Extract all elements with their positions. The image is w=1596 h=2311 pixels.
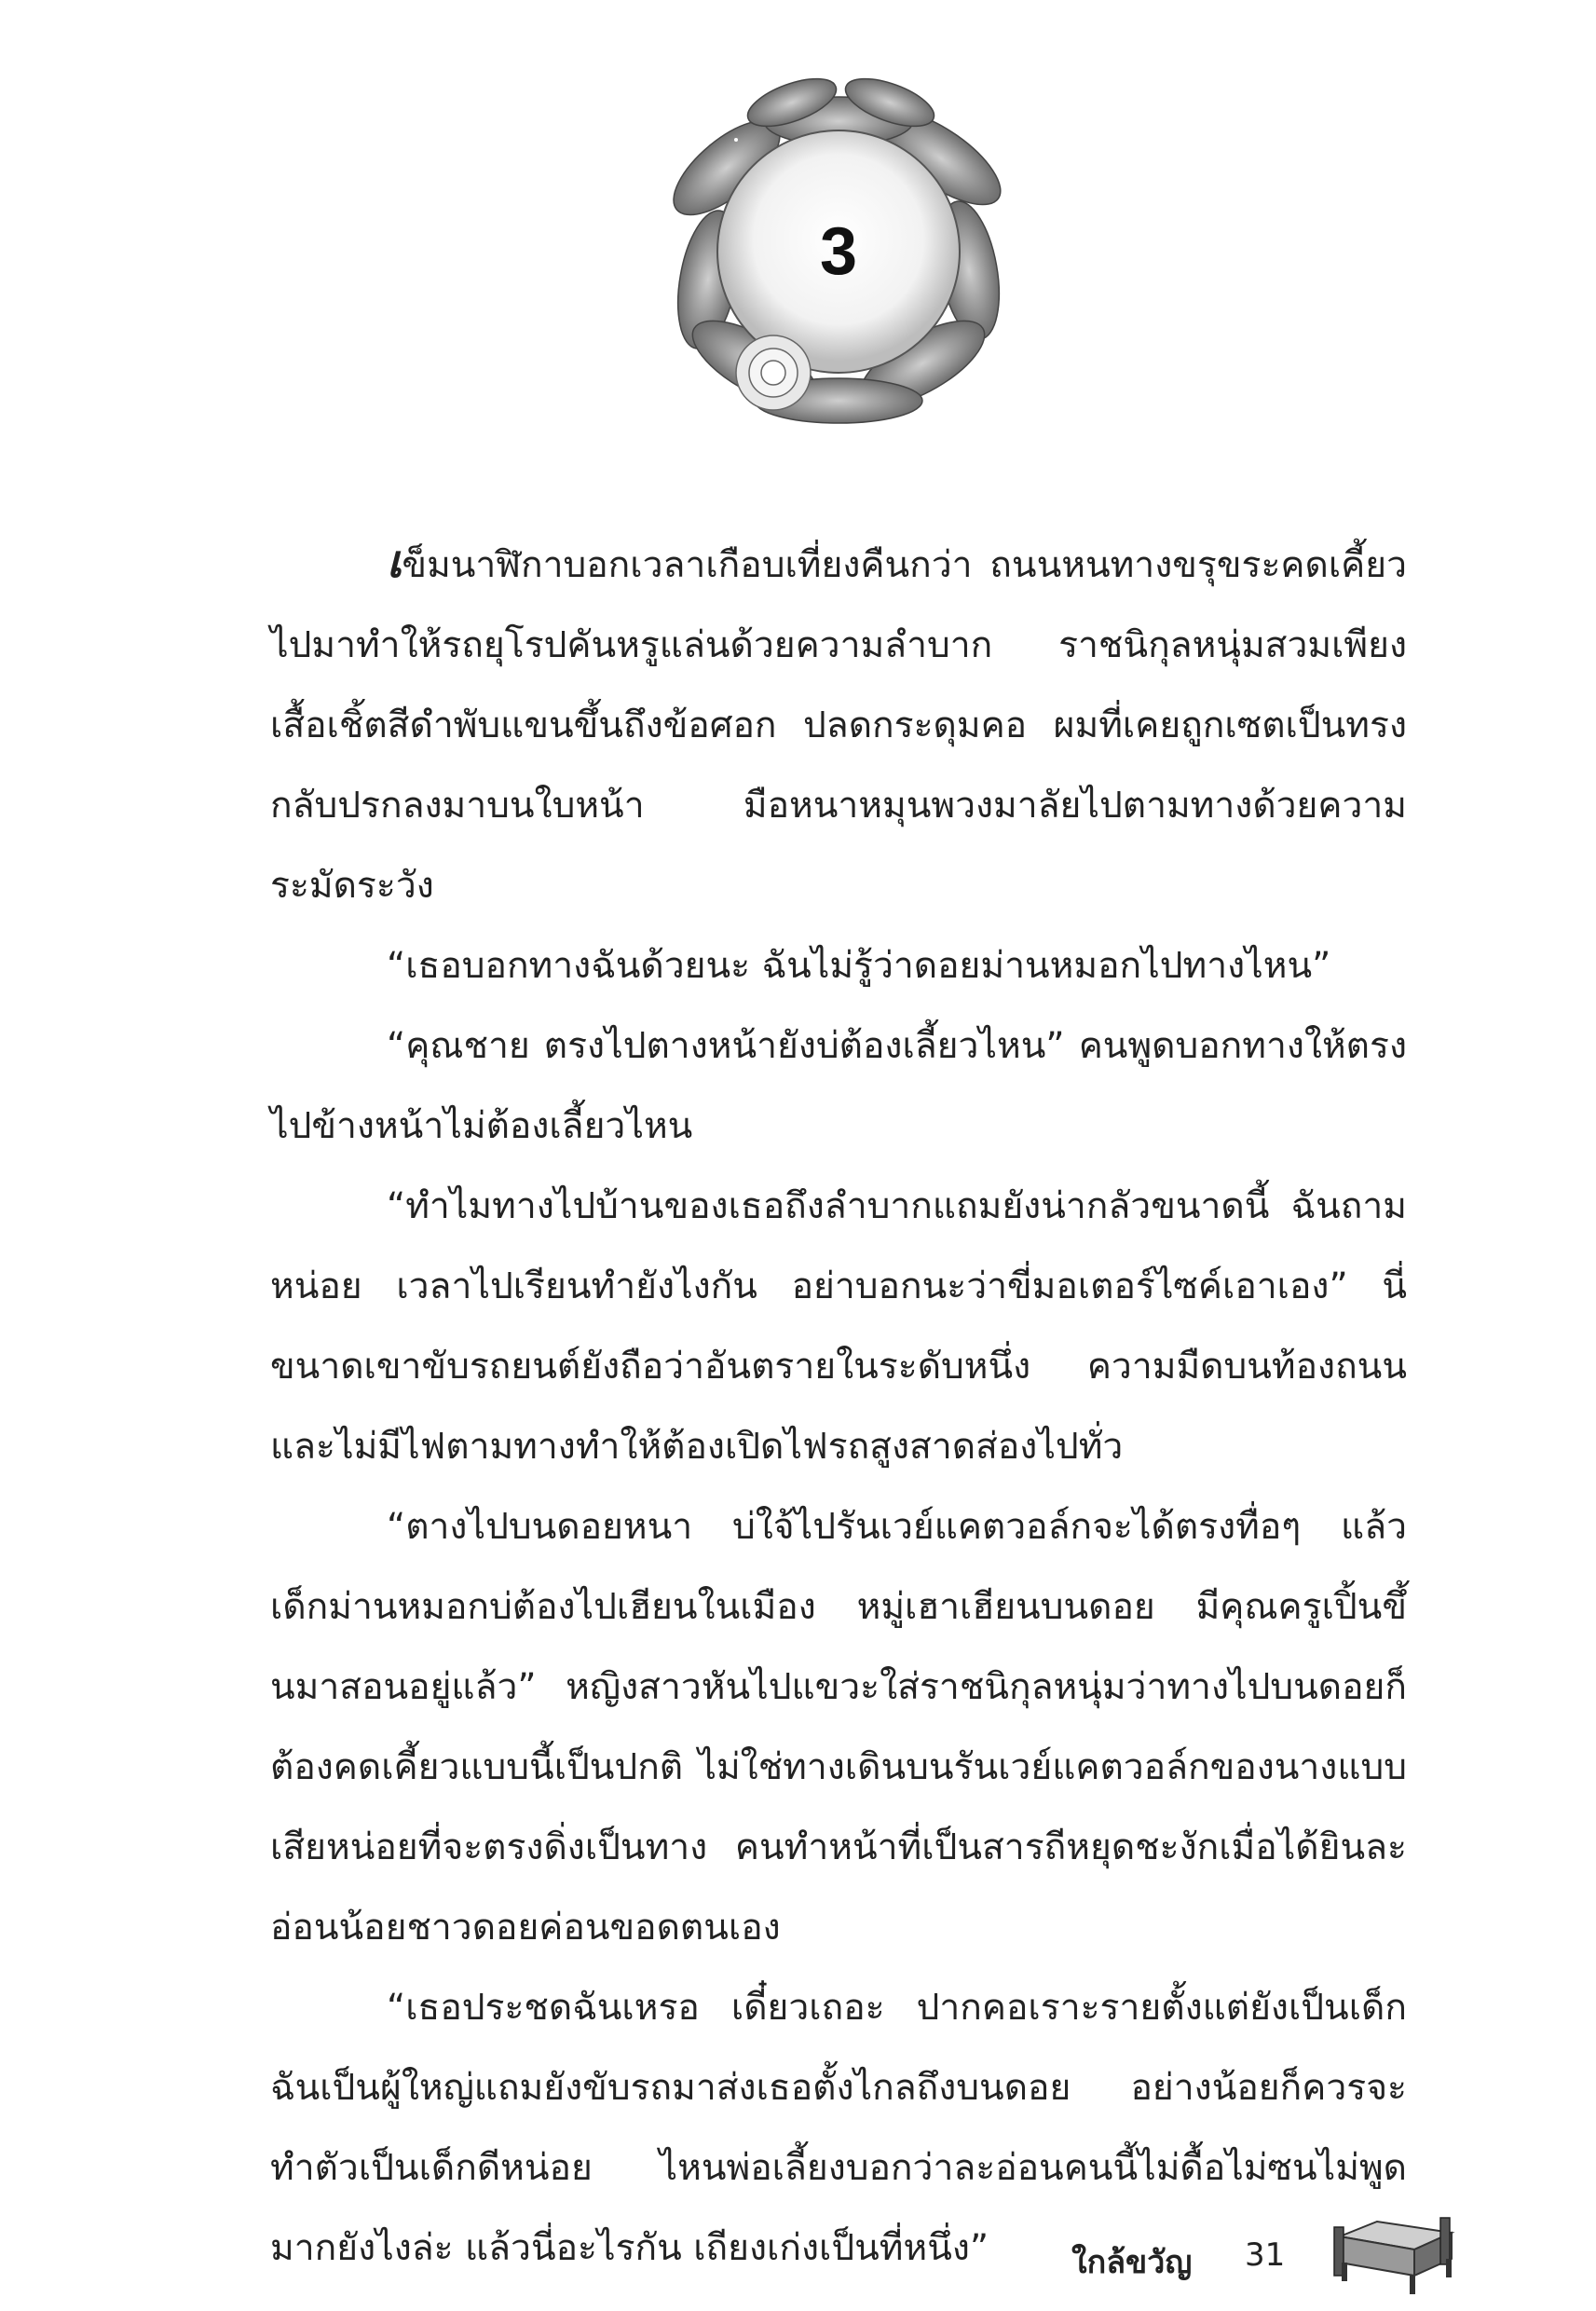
book-title: ใกล้ขวัญ <box>1071 2244 1193 2281</box>
page-number: 31 <box>1245 2236 1286 2274</box>
paragraph-5: “ตางไปบนดอยหนา บ่ใจ้ไปรันเวย์แคตวอล์กจะได้ตรงทื่อๆ แล้วเด็กม่านหมอกบ่ต้องไปเฮียนในเมือง หมู่เฮาเฮียนบนดอย มีคุณครูเปิ้นขึ้นมาสอนอยู่แล้ว” หญิงสาวหันไปแขวะใส่ราชนิกุลหนุ่มว่าทางไปบนดอยก็ต้องคดเคี้ยวแบบนี้เป็นปกติ ไม่ใช่ทางเดินบนรันเวย์แคตวอล์กของนางแบบเสียหน่อยที่จะตรงดิ่งเป็นทาง คนทำหน้าที่เป็นสารถีหยุดชะงักเมื่อได้ยินละอ่อนน้อยชาวดอยค่อนขอดตนเอง <box>270 1506 1407 1949</box>
page-footer <box>1071 2208 1463 2302</box>
body-text <box>270 522 1407 2289</box>
drop-cap: เ <box>387 536 402 588</box>
paragraph-1 <box>270 522 1407 926</box>
paragraph-6: “เธอประชดฉันเหรอ เดี๋ยวเถอะ ปากคอเราะรายตั้งแต่ยังเป็นเด็ก ฉันเป็นผู้ใหญ่แถมยังขับรถมาส่งเธอตั้งไกลถึงบนดอย อย่างน้อยก็ควรจะทำตัวเป็นเด็กดีหน่อย ไหนพ่อเลี้ยงบอกว่าละอ่อนคนนี้ไม่ดื้อไม่ซนไม่พูดมากยังไงล่ะ แล้วนี่อะไรกัน เถียงเก่งเป็นที่หนึ่ง” <box>270 1987 1407 2269</box>
paragraph-4: “ทำไมทางไปบ้านของเธอถึงลำบากแถมยังน่ากลัวขนาดนี้ ฉันถามหน่อย เวลาไปเรียนทำยังไงกัน อย่าบอกนะว่าขี่มอเตอร์ไซค์เอาเอง” นี่ขนาดเขาขับรถยนต์ยังถือว่าอันตรายในระดับหนึ่ง ความมืดบนท้องถนนและไม่มีไฟตามทางทำให้ต้องเปิดไฟรถสูงสาดส่องไปทั่ว <box>270 1185 1407 1468</box>
chapter-number: 3 <box>819 214 858 289</box>
bed-icon <box>1321 2208 1461 2302</box>
paragraph-3: “คุณชาย ตรงไปตางหน้ายังบ่ต้องเลี้ยวไหน” คนพูดบอกทางให้ตรงไปข้างหน้าไม่ต้องเลี้ยวไหน <box>270 1025 1407 1147</box>
paragraph-2: “เธอบอกทางฉันด้วยนะ ฉันไม่รู้ว่าดอยม่านหมอกไปทางไหน” <box>387 945 1331 987</box>
paragraph-text: ข็มนาฬิกาบอกเวลาเกือบเที่ยงคืนกว่า ถนนหนทางขรุขระคดเคี้ยวไปมาทำให้รถยุโรปคันหรูแล่นด้วยความลำบาก ราชนิกุลหนุ่มสวมเพียงเสื้อเชิ้ตสีดำพับแขนขึ้นถึงข้อศอก ปลดกระดุมคอ ผมที่เคยถูกเซตเป็นทรงกลับปรกลงมาบนใบหน้า มือหนาหมุนพวงมาลัยไปตามทางด้วยความระมัดระวัง <box>270 544 1407 907</box>
